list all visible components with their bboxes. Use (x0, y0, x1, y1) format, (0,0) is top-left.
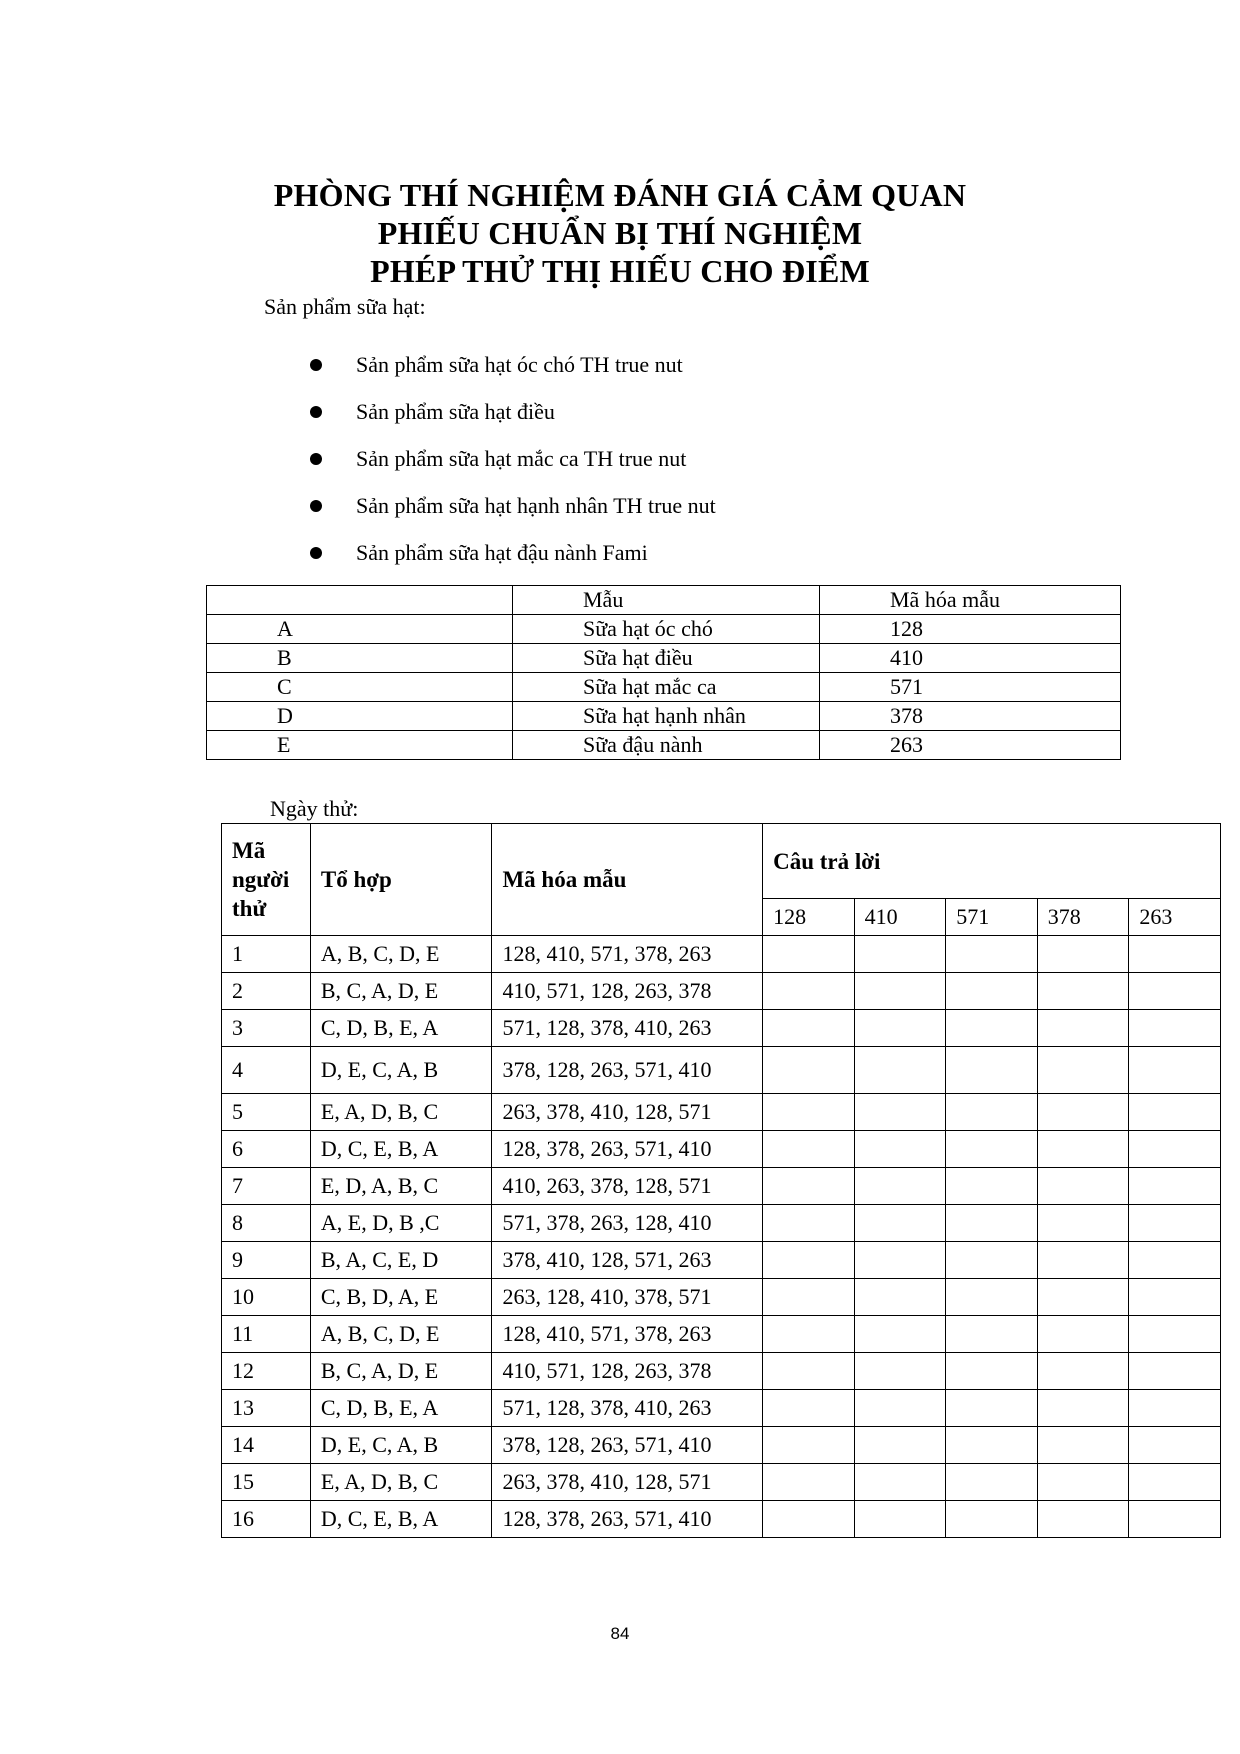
answer-cell[interactable] (854, 1501, 946, 1538)
answer-cell[interactable] (1037, 1242, 1129, 1279)
answer-cell[interactable] (946, 1427, 1038, 1464)
answer-cell[interactable] (946, 1464, 1038, 1501)
answer-cell[interactable] (1037, 1205, 1129, 1242)
sample-codes-cell: 128, 378, 263, 571, 410 (492, 1501, 763, 1538)
person-code-cell: 16 (222, 1501, 311, 1538)
answer-cell[interactable] (763, 1242, 855, 1279)
list-item (310, 492, 716, 539)
product-text: Sản phẩm sữa hạt mắc ca TH true nut (356, 446, 687, 471)
answer-cell[interactable] (1129, 1279, 1221, 1316)
answer-cell[interactable] (854, 1353, 946, 1390)
table-cell: B (207, 644, 513, 673)
answer-cell[interactable] (1037, 1501, 1129, 1538)
person-code-cell: 10 (222, 1279, 311, 1316)
person-code-cell: 15 (222, 1464, 311, 1501)
combination-cell: E, A, D, B, C (310, 1094, 492, 1131)
answer-cell[interactable] (946, 1279, 1038, 1316)
answer-code-header: 378 (1037, 899, 1129, 936)
answer-cell[interactable] (763, 1047, 855, 1094)
table-row (207, 644, 1121, 673)
answer-cell[interactable] (946, 1131, 1038, 1168)
answer-cell[interactable] (763, 973, 855, 1010)
table-row (207, 673, 1121, 702)
table-row (222, 1501, 1221, 1538)
bullet-icon (310, 453, 322, 465)
table-cell: 378 (820, 702, 1121, 731)
answer-cell[interactable] (854, 1094, 946, 1131)
table-header-row (222, 824, 1221, 899)
table-row (222, 1010, 1221, 1047)
table-cell: 410 (820, 644, 1121, 673)
answer-cell[interactable] (1037, 973, 1129, 1010)
answer-cell[interactable] (946, 1168, 1038, 1205)
header-person-code: Mã người thử (222, 824, 311, 936)
answer-cell[interactable] (1037, 1316, 1129, 1353)
product-text: Sản phẩm sữa hạt đậu nành Fami (356, 540, 648, 565)
combination-cell: B, C, A, D, E (310, 973, 492, 1010)
answer-cell[interactable] (763, 1131, 855, 1168)
answer-cell[interactable] (854, 1047, 946, 1094)
table-cell: 571 (820, 673, 1121, 702)
product-text: Sản phẩm sữa hạt óc chó TH true nut (356, 352, 683, 377)
table-row (222, 1131, 1221, 1168)
answer-cell[interactable] (946, 1010, 1038, 1047)
answer-cell[interactable] (1129, 1047, 1221, 1094)
table-row (222, 1316, 1221, 1353)
answer-cell[interactable] (946, 1353, 1038, 1390)
sample-codes-cell: 263, 128, 410, 378, 571 (492, 1279, 763, 1316)
answer-cell[interactable] (763, 1501, 855, 1538)
table-row (207, 615, 1121, 644)
answer-cell[interactable] (854, 1390, 946, 1427)
answer-cell[interactable] (1129, 1427, 1221, 1464)
answer-code-header: 410 (854, 899, 946, 936)
table-cell: D (207, 702, 513, 731)
answer-cell[interactable] (1037, 1427, 1129, 1464)
answer-cell[interactable] (1037, 1464, 1129, 1501)
product-text: Sản phẩm sữa hạt điều (356, 399, 555, 424)
answer-cell[interactable] (1129, 1168, 1221, 1205)
answer-cell[interactable] (1037, 1168, 1129, 1205)
header-answer: Câu trả lời (763, 824, 1221, 899)
answer-cell[interactable] (763, 1353, 855, 1390)
answer-cell[interactable] (1129, 973, 1221, 1010)
table-cell: A (207, 615, 513, 644)
bullet-icon (310, 406, 322, 418)
answer-cell[interactable] (854, 1010, 946, 1047)
table-cell: Sữa đậu nành (513, 731, 820, 760)
person-code-cell: 14 (222, 1427, 311, 1464)
product-label: Sản phẩm sữa hạt: (264, 294, 426, 319)
answer-cell[interactable] (763, 1390, 855, 1427)
sample-codes-cell: 378, 128, 263, 571, 410 (492, 1427, 763, 1464)
sample-codes-cell: 571, 128, 378, 410, 263 (492, 1010, 763, 1047)
table-header (207, 586, 513, 615)
answer-cell[interactable] (1129, 936, 1221, 973)
table-row (222, 1279, 1221, 1316)
table-cell: Sữa hạt mắc ca (513, 673, 820, 702)
answer-cell[interactable] (1037, 1094, 1129, 1131)
table-row (207, 731, 1121, 760)
trial-table (221, 823, 1221, 1538)
answer-cell[interactable] (946, 1047, 1038, 1094)
answer-cell[interactable] (1037, 936, 1129, 973)
answer-cell[interactable] (763, 1205, 855, 1242)
answer-cell[interactable] (763, 1279, 855, 1316)
answer-cell[interactable] (1129, 1353, 1221, 1390)
table-cell: 263 (820, 731, 1121, 760)
answer-cell[interactable] (854, 1168, 946, 1205)
product-list (310, 351, 716, 586)
answer-cell[interactable] (854, 1279, 946, 1316)
sample-codes-cell: 128, 378, 263, 571, 410 (492, 1131, 763, 1168)
sample-table (206, 585, 1121, 760)
sample-codes-cell: 263, 378, 410, 128, 571 (492, 1464, 763, 1501)
answer-cell[interactable] (1037, 1131, 1129, 1168)
answer-cell[interactable] (1129, 1501, 1221, 1538)
answer-cell[interactable] (854, 1427, 946, 1464)
combination-cell: D, E, C, A, B (310, 1047, 492, 1094)
table-row (222, 1353, 1221, 1390)
sample-codes-cell: 128, 410, 571, 378, 263 (492, 936, 763, 973)
combination-cell: A, E, D, B ,C (310, 1205, 492, 1242)
table-row (222, 1464, 1221, 1501)
sample-codes-cell: 571, 128, 378, 410, 263 (492, 1390, 763, 1427)
table-row (222, 936, 1221, 973)
trial-rows (222, 936, 1221, 1538)
page-number: 84 (610, 1624, 630, 1643)
table-cell: Sữa hạt hạnh nhân (513, 702, 820, 731)
answer-cell[interactable] (946, 1242, 1038, 1279)
title-lab: PHÒNG THÍ NGHIỆM ĐÁNH GIÁ CẢM QUAN (273, 177, 967, 213)
answer-cell[interactable] (946, 1501, 1038, 1538)
table-cell: 128 (820, 615, 1121, 644)
answer-cell[interactable] (854, 1316, 946, 1353)
list-item (310, 539, 716, 586)
table-row (222, 1427, 1221, 1464)
answer-code-header: 128 (763, 899, 855, 936)
answer-cell[interactable] (854, 936, 946, 973)
table-row (222, 1094, 1221, 1131)
answer-cell[interactable] (946, 1205, 1038, 1242)
answer-cell[interactable] (946, 1390, 1038, 1427)
answer-cell[interactable] (1037, 1010, 1129, 1047)
answer-cell[interactable] (854, 973, 946, 1010)
answer-cell[interactable] (854, 1205, 946, 1242)
answer-cell[interactable] (946, 936, 1038, 973)
answer-cell[interactable] (763, 1094, 855, 1131)
person-code-cell: 5 (222, 1094, 311, 1131)
answer-cell[interactable] (1037, 1047, 1129, 1094)
table-row (222, 1168, 1221, 1205)
person-code-cell: 3 (222, 1010, 311, 1047)
combination-cell: C, D, B, E, A (310, 1390, 492, 1427)
table-row (222, 1390, 1221, 1427)
person-code-cell: 6 (222, 1131, 311, 1168)
combination-cell: A, B, C, D, E (310, 1316, 492, 1353)
answer-cell[interactable] (1037, 1279, 1129, 1316)
title-test: PHÉP THỬ THỊ HIẾU CHO ĐIỂM (370, 253, 870, 289)
table-row (222, 973, 1221, 1010)
header-combination: Tổ hợp (310, 824, 492, 936)
sample-codes-cell: 410, 571, 128, 263, 378 (492, 1353, 763, 1390)
sample-codes-cell: 378, 410, 128, 571, 263 (492, 1242, 763, 1279)
person-code-cell: 12 (222, 1353, 311, 1390)
combination-cell: A, B, C, D, E (310, 936, 492, 973)
answer-cell[interactable] (763, 1316, 855, 1353)
person-code-cell: 11 (222, 1316, 311, 1353)
table-row (222, 1047, 1221, 1094)
person-code-cell: 9 (222, 1242, 311, 1279)
sample-codes-cell: 263, 378, 410, 128, 571 (492, 1094, 763, 1131)
person-code-cell: 1 (222, 936, 311, 973)
combination-cell: B, A, C, E, D (310, 1242, 492, 1279)
answer-code-header: 263 (1129, 899, 1221, 936)
title-sheet: PHIẾU CHUẨN BỊ THÍ NGHIỆM (377, 215, 863, 251)
person-code-cell: 13 (222, 1390, 311, 1427)
answer-cell[interactable] (946, 973, 1038, 1010)
table-cell: C (207, 673, 513, 702)
answer-cell[interactable] (1037, 1353, 1129, 1390)
header-sample-codes: Mã hóa mẫu (492, 824, 763, 936)
answer-cell[interactable] (763, 1464, 855, 1501)
sample-codes-cell: 571, 378, 263, 128, 410 (492, 1205, 763, 1242)
answer-code-header: 571 (946, 899, 1038, 936)
person-code-cell: 4 (222, 1047, 311, 1094)
person-code-cell: 2 (222, 973, 311, 1010)
answer-cell[interactable] (946, 1316, 1038, 1353)
table-header: Mẫu (513, 586, 820, 615)
combination-cell: E, D, A, B, C (310, 1168, 492, 1205)
combination-cell: D, C, E, B, A (310, 1131, 492, 1168)
table-row (222, 1242, 1221, 1279)
answer-cell[interactable] (1129, 1316, 1221, 1353)
sample-codes-cell: 410, 263, 378, 128, 571 (492, 1168, 763, 1205)
list-item (310, 398, 716, 445)
sample-codes-cell: 128, 410, 571, 378, 263 (492, 1316, 763, 1353)
combination-cell: E, A, D, B, C (310, 1464, 492, 1501)
answer-cell[interactable] (763, 936, 855, 973)
answer-cell[interactable] (1129, 1205, 1221, 1242)
product-text: Sản phẩm sữa hạt hạnh nhân TH true nut (356, 493, 716, 518)
bullet-icon (310, 359, 322, 371)
table-cell: Sữa hạt óc chó (513, 615, 820, 644)
answer-cell[interactable] (854, 1242, 946, 1279)
bullet-icon (310, 547, 322, 559)
combination-cell: B, C, A, D, E (310, 1353, 492, 1390)
person-code-cell: 7 (222, 1168, 311, 1205)
table-header-row (207, 586, 1121, 615)
answer-cell[interactable] (854, 1464, 946, 1501)
answer-cell[interactable] (1129, 1464, 1221, 1501)
combination-cell: D, E, C, A, B (310, 1427, 492, 1464)
answer-cell[interactable] (1037, 1390, 1129, 1427)
combination-cell: C, B, D, A, E (310, 1279, 492, 1316)
table-row (222, 1205, 1221, 1242)
document-title (0, 176, 1240, 290)
answer-cell[interactable] (1129, 1131, 1221, 1168)
sample-codes-cell: 378, 128, 263, 571, 410 (492, 1047, 763, 1094)
answer-cell[interactable] (1129, 1390, 1221, 1427)
answer-cell[interactable] (1129, 1242, 1221, 1279)
answer-cell[interactable] (1129, 1094, 1221, 1131)
list-item (310, 445, 716, 492)
table-cell: E (207, 731, 513, 760)
table-cell: Sữa hạt điều (513, 644, 820, 673)
list-item (310, 351, 716, 398)
answer-cell[interactable] (1129, 1010, 1221, 1047)
table-header: Mã hóa mẫu (820, 586, 1121, 615)
sample-codes-cell: 410, 571, 128, 263, 378 (492, 973, 763, 1010)
table-row (207, 702, 1121, 731)
combination-cell: C, D, B, E, A (310, 1010, 492, 1047)
answer-cell[interactable] (763, 1010, 855, 1047)
answer-cell[interactable] (763, 1427, 855, 1464)
answer-cell[interactable] (763, 1168, 855, 1205)
combination-cell: D, C, E, B, A (310, 1501, 492, 1538)
answer-cell[interactable] (946, 1094, 1038, 1131)
answer-cell[interactable] (854, 1131, 946, 1168)
bullet-icon (310, 500, 322, 512)
test-date-label: Ngày thử: (270, 796, 359, 821)
person-code-cell: 8 (222, 1205, 311, 1242)
